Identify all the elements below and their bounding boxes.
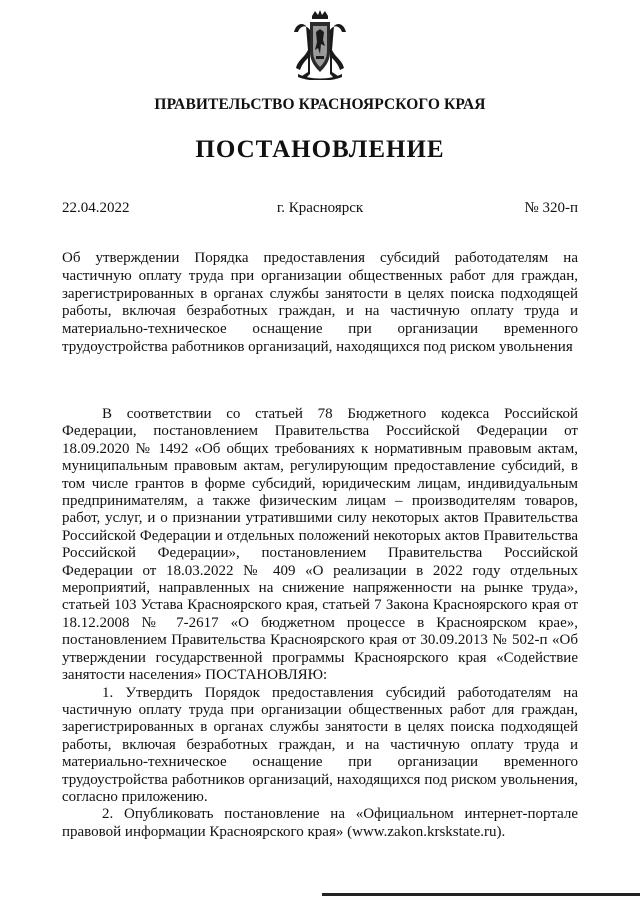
- item-2-paragraph: 2. Опубликовать постановление на «Официальном интернет-портале правовой информации Красноярского края» (www.zakon.krskstate.ru).: [62, 806, 578, 840]
- document-type-title: ПОСТАНОВЛЕНИЕ: [195, 136, 445, 163]
- preamble-paragraph: В соответствии со статьей 78 Бюджетного кодекса Российской Федерации, постановлением Правительства Российской Федерации от 18.09.2020 № 1492 «Об общих требованиях к нормативным правовым актам, муниципальным правовым актам, регулирующим предоставление субсидий, в том числе грантов в форме субсидий, юридическим лицам, индивидуальным предпринимателям, а также физическим лицам – производителям товаров, работ, услуг, и о признании утратившими силу некоторых актов Правительства Российской Федерации и отдельных положений некоторых актов Правительства Российской Федерации», постановлением Правительства Российской Федерации от 18.03.2022 № 409 «О реализации в 2022 году отдельных мероприятий, направленных на снижение напряженности на рынке труда», статьей 103 Устава Красноярского края, статьей 7 Закона Красноярского края от 18.12.2008 № 7-2617 «О бюджетном процессе в Красноярском крае», постановлением Правительства Красноярского края от 30.09.2013 № 502-п «Об утверждении государственной программы Красноярского края «Содействие занятости населения» ПОСТАНОВЛЯЮ:: [62, 406, 578, 684]
- item-1-paragraph: 1. Утвердить Порядок предоставления субсидий работодателям на частичную оплату труда при организации общественных работ для граждан, зарегистрированных в органах службы занятости в целях поиска подходящей работы, включая безработных граждан, и на частичную оплату труда и материально-техническое оснащение при организации временного трудоустройства работников организаций, находящихся под риском увольнения, согласно приложению.: [62, 684, 578, 805]
- document-number: № 320-п: [524, 200, 578, 216]
- organization-title: ПРАВИТЕЛЬСТВО КРАСНОЯРСКОГО КРАЯ: [154, 96, 486, 113]
- document-subject: Об утверждении Порядка предоставления субсидий работодателям на частичную оплату труда при организации общественных работ для граждан, зарегистрированных в органах службы занятости в целях поиска подходящей работы, включая безработных граждан, и на частичную оплату труда и материально-техническое оснащение при организации временного трудоустройства работников организаций, находящихся под риском увольнения: [62, 250, 578, 355]
- document-date: 22.04.2022: [62, 200, 130, 216]
- coat-of-arms-icon: [290, 10, 350, 80]
- scan-edge-line: [322, 893, 640, 896]
- document-body: [62, 406, 578, 841]
- document-city: г. Красноярск: [276, 200, 364, 216]
